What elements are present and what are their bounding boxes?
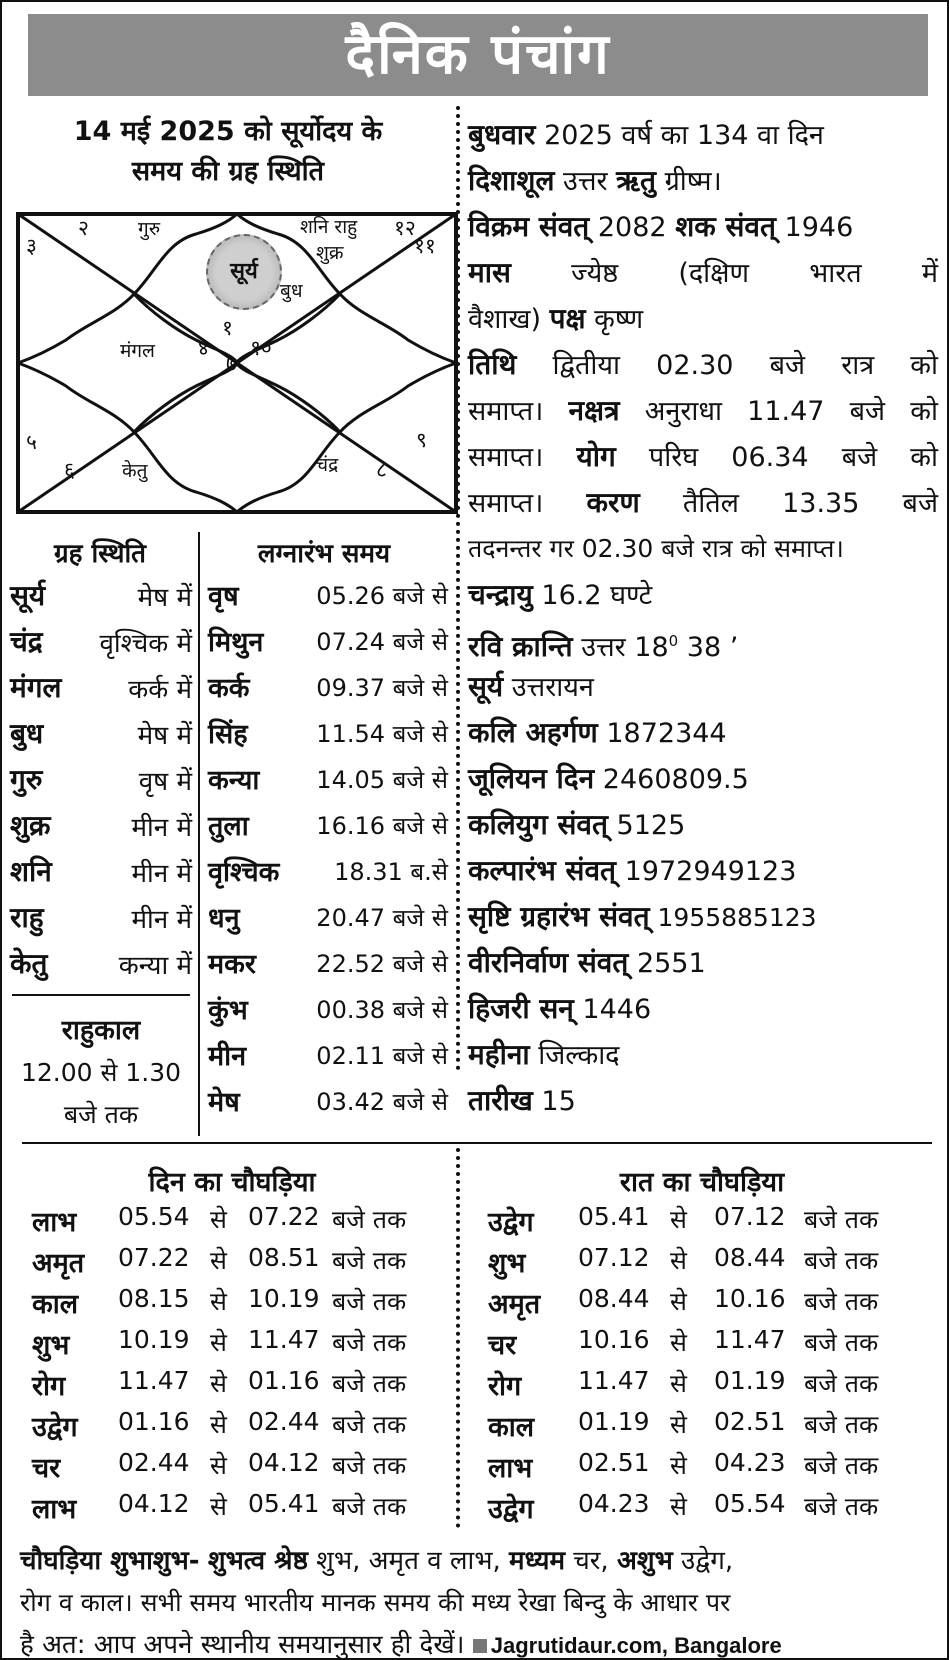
house-9: ९ (416, 428, 427, 452)
lagna-row: मीन 02.11 बजे से (208, 1041, 448, 1072)
lagna-row: कुंभ 00.38 बजे से (208, 995, 448, 1026)
house-7: ७ (226, 352, 237, 376)
lagna-row: कन्या 14.05 बजे से (208, 765, 448, 796)
panchang-details: बुधवार 2025 वर्ष का 134 वा दिन दिशाशूल उत्तर ऋतु ग्रीष्म। विक्रम संवत् 2082 शक संवत् 1946 मास ज्येष्ठ (दक्षिण भारत में वैशाख) पक्ष कृष्ण तिथि द्वितीया 02.30 बजे रात्र को समाप्त। नक्षत्र अनुराधा 11.47 बजे को समाप्त। योग परिघ 06.34 बजे को समाप्त। करण तैतिल 13.35 बजे तदनन्तर गर 02.30 बजे रात्र को समाप्त। चन्द्रायु 16.2 घण्टे रवि क्रान्ति उत्तर $18^0$ 38 ’ सूर्य उत्तरायन कलि अहर्गण 1872344 जूलियन दिन 2460809.5 कलियुग संवत् 5125 कल्पारंभ संवत् 1972949123 सृष्टि ग्रहारंभ संवत् 1955885123 वीरनिर्वाण संवत् 2551 हिजरी सन् 1446 महीना जिल्काद तारीख 15 (468, 118, 938, 1117)
house-8: ८ (376, 458, 387, 482)
planet-mangal: मंगल (120, 340, 155, 362)
choghadiya-divider (22, 1142, 932, 1144)
grah-row: मंगल कर्क में (10, 671, 192, 705)
lagna-row: वृश्चिक 18.31 ब.से (208, 857, 448, 888)
lagna-row: सिंह 11.54 बजे से (208, 719, 448, 750)
grah-row: केतु कन्या में (10, 947, 192, 981)
lagna-row: कर्क 09.37 बजे से (208, 673, 448, 704)
house-1: १ (222, 316, 233, 340)
grah-row: बुध मेष में (10, 717, 192, 751)
house-2: २ (78, 216, 89, 240)
house-3: ३ (26, 234, 37, 258)
lagnarambh-heading: लग्नारंभ समय (257, 539, 391, 569)
grah-row: राहु मीन में (10, 901, 192, 935)
table-divider (198, 532, 200, 1136)
lagna-row: मेष 03.42 बजे से (208, 1087, 448, 1118)
grah-row: सूर्य मेष में (10, 579, 192, 613)
column-divider-bottom (456, 1148, 460, 1528)
grah-row: शुक्र मीन में (10, 809, 192, 843)
grah-row: गुरु वृष में (10, 763, 192, 797)
planet-chandra: चंद्र (316, 454, 339, 476)
kundli-chart (16, 212, 458, 514)
site-credit: Jagrutidaur.com, Bangalore (490, 1633, 782, 1658)
grah-row: चंद्र वृश्चिक में (10, 625, 192, 659)
house-6: ६ (64, 458, 75, 482)
planet-budh: बुध (280, 280, 303, 302)
planet-guru: गुरु (138, 218, 161, 240)
chart-title: 14 मई 2025 को सूर्योदय के समय की ग्रह स्थिति (73, 116, 383, 187)
page-title: दैनिक पंचांग (28, 14, 928, 96)
lagna-row: तुला 16.16 बजे से (208, 811, 448, 842)
lagna-row: मकर 22.52 बजे से (208, 949, 448, 980)
lagna-row: धनु 20.47 बजे से (208, 903, 448, 934)
din-choghadiya-heading: दिन का चौघड़िया (148, 1167, 316, 1198)
planet-shani-rahu: शनि राहु (300, 216, 358, 238)
house-4: ४ (198, 336, 209, 360)
square-icon (473, 1639, 487, 1653)
house-12: १२ (394, 216, 416, 240)
rahukaal-box: राहुकाल 12.00 से 1.30 बजे तक (20, 1015, 182, 1129)
planet-ketu: केतु (122, 460, 148, 482)
grah-row: शनि मीन में (10, 855, 192, 889)
house-5: ५ (26, 430, 37, 454)
planet-shukra: शुक्र (316, 242, 344, 264)
rahukaal-divider (12, 994, 190, 996)
grah-sthiti-heading: ग्रह स्थिति (53, 539, 147, 569)
house-10: १० (250, 336, 272, 360)
panchang-page: दैनिक पंचांग 14 मई 2025 को सूर्योदय के समय की ग्रह स्थिति सूर्य २ ३ १२ ११ १ ४ १० ७ ५ ६ ९ ८ गुरु शनि राहु शुक्र बुध मंगल केतु चंद्र ग्रह स्थिति लग्नारंभ समय सूर्य मेष में चंद्र वृश्चिक में मंगल कर्क में बुध मेष में गुरु वृष में शुक्र मीन में शनि मीन में राहु मीन में केतु कन्या में राहुकाल 12.00 से 1.30 बजे तक वृष 05.26 बजे से मिथुन 07.24 बजे से कर्क 09.37 बजे से सिंह 11.54 बजे से कन्या 14.05 बजे से तुला 16.16 बजे से वृश्चिक 18.31 ब.से धनु 20.47 बजे से मकर 22.52 बजे से कुंभ 00.38 बजे से मीन 02.11 बजे से मेष 03.42 बजे से बुधवार 2025 वर्ष का 134 वा दिन दिशाशूल उत्तर ऋतु ग्रीष्म। विक्रम संवत् 2082 शक संवत् 1946 मास ज्येष्ठ (दक्षिण भारत में वैशाख) पक्ष कृष्ण तिथि द्वितीया 02.30 बजे रात्र को समाप्त। नक्षत्र अनुराधा 11.47 बजे को समाप्त। योग परिघ 06.34 बजे को समाप्त। करण तैतिल 13.35 बजे तदनन्तर गर 02.30 बजे रात्र को समाप्त। चन्द्रायु 16.2 घण्टे रवि क्रान्ति उत्तर $18^0$ 38 ’ सूर्य उत्तरायन कलि अहर्गण 1872344 जूलियन दिन 2460809.5 कलियुग संवत् 5125 कल्पारंभ संवत् 1972949123 सृष्टि ग्रहारंभ संवत् 1955885123 वीरनिर्वाण संवत् 2551 हिजरी सन् 1446 महीना जिल्काद तारीख 15 दिन का चौघड़िया रात का चौघड़िया लाभ 05.54 से 07.22 बजे तक अमृत 07.22 से 08.51 बजे तक काल 08.15 से 10.19 बजे तक शुभ 10.19 से 11.47 बजे तक रोग 11.47 से 01.16 बजे तक उद्वेग 01.16 से 02.44 बजे तक चर 02.44 से 04.12 बजे तक लाभ 04.12 से 05.41 बजे तक उद्वेग 05.41 से 07.12 बजे तक शुभ 07.12 से 08.44 बजे तक अमृत 08.44 से 10.16 बजे तक चर 10.16 से 11.47 बजे तक रोग 11.47 से 01.19 बजे तक काल 01.19 से 02.51 बजे तक लाभ 02.51 से 04.23 बजे तक उद्वेग 04.23 से 05.54 बजे तक चौघड़िया शुभाशुभ- शुभत्व श्रेष्ठ शुभ, अमृत व लाभ, मध्यम चर, अशुभ उद्वेग, रोग व काल। सभी समय भारतीय मानक समय की मध्य रेखा बिन्दु के आधार पर है अत: आप अपने स्थानीय समयानुसार ही देखें। Jagrutidaur.com, Bangalore (0, 0, 949, 1660)
house-11: ११ (414, 234, 436, 258)
sun-badge: सूर्य (206, 234, 282, 310)
lagna-row: मिथुन 07.24 बजे से (208, 627, 448, 658)
footer-note: चौघड़िया शुभाशुभ- शुभत्व श्रेष्ठ शुभ, अमृत व लाभ, मध्यम चर, अशुभ उद्वेग, रोग व काल। सभी समय भारतीय मानक समय की मध्य रेखा बिन्दु के आधार पर है अत: आप अपने स्थानीय समयानुसार ही देखें। Jagrutidaur.com, Bangalore (20, 1546, 782, 1660)
lagna-row: वृष 05.26 बजे से (208, 581, 448, 612)
raat-choghadiya-heading: रात का चौघड़िया (619, 1167, 785, 1198)
